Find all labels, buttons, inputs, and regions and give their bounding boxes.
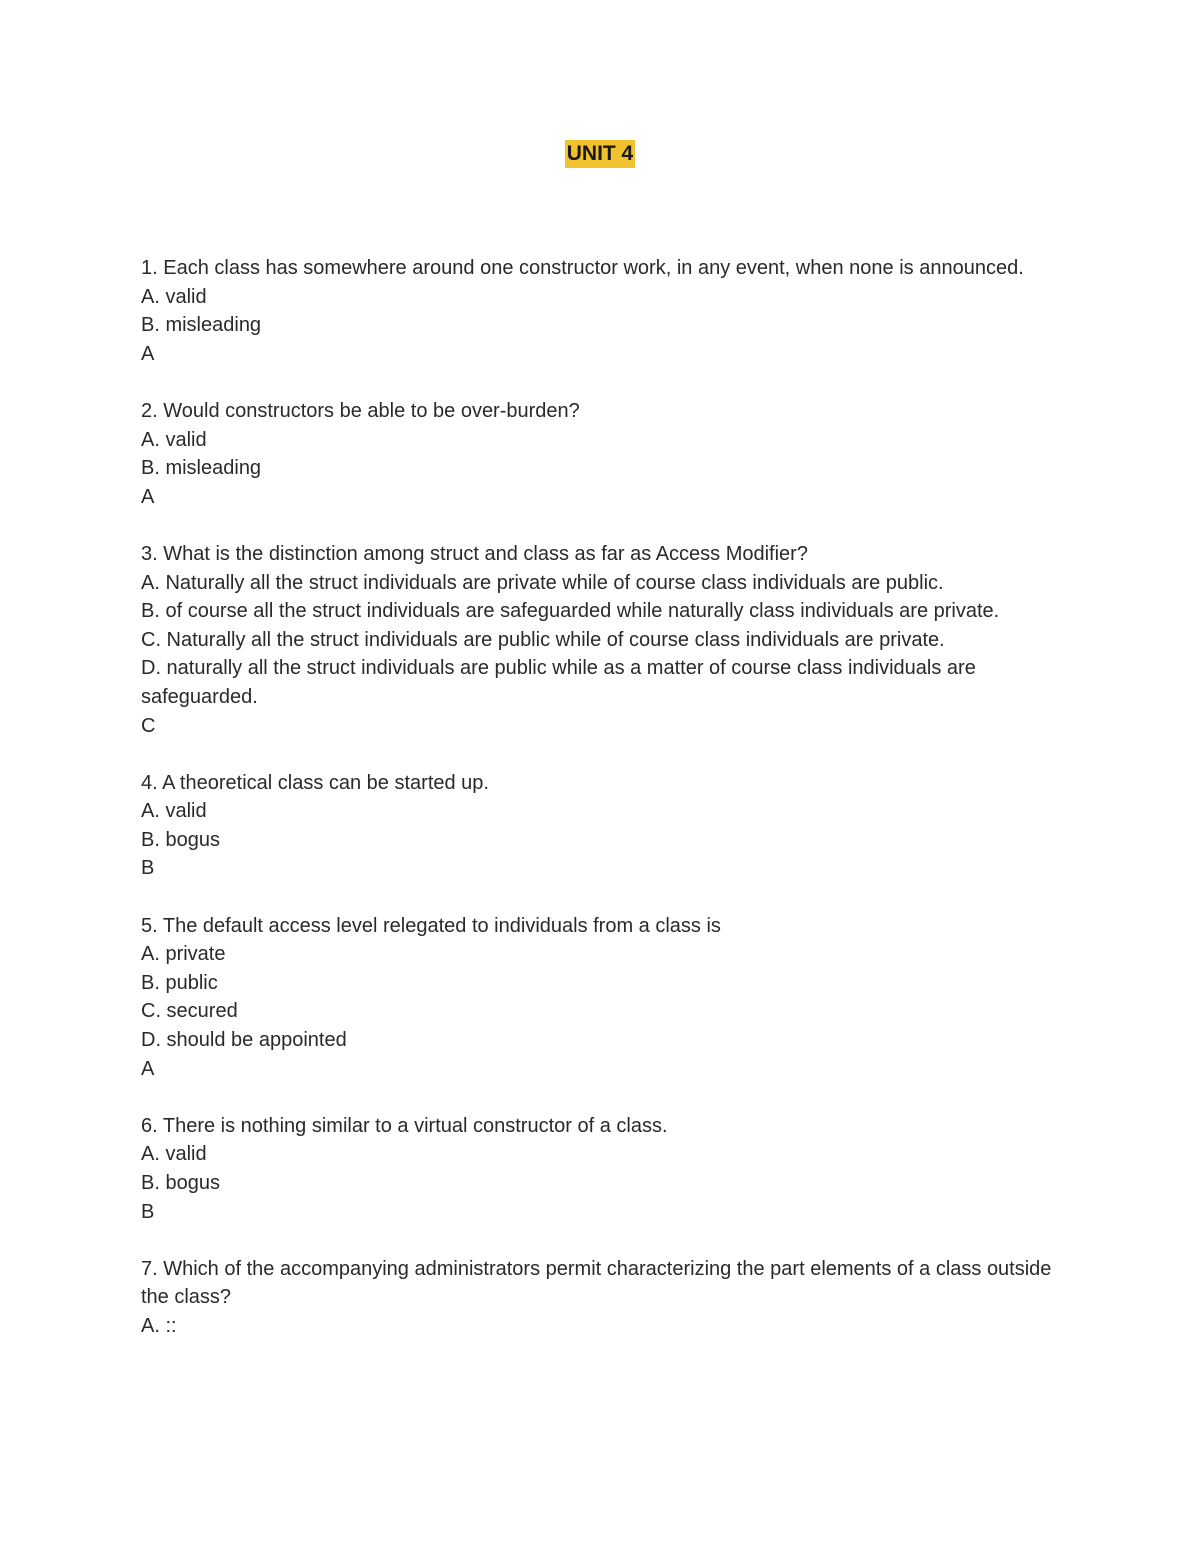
option-b: B. misleading	[141, 314, 262, 337]
question-text: 7. Which of the accompanying administrators permit characterizing the part elements of a class outside the class?	[141, 1257, 1052, 1309]
option-a: A. private	[141, 943, 226, 966]
option-a: A. valid	[141, 800, 207, 823]
answer: B	[141, 1200, 155, 1223]
option-a: A. valid	[141, 428, 207, 451]
answer: A	[141, 1057, 155, 1080]
answer: C	[141, 714, 156, 737]
option-a: A. ::	[141, 1314, 177, 1337]
question-6	[141, 1112, 1061, 1226]
option-a: A. valid	[141, 1143, 207, 1166]
question-4	[141, 769, 1061, 883]
question-2	[141, 397, 1061, 511]
question-text: 6. There is nothing similar to a virtual constructor of a class.	[141, 1114, 668, 1137]
question-list	[141, 254, 1061, 1369]
option-a: A. Naturally all the struct individuals are private while of course class individuals are public.	[141, 571, 944, 594]
option-c: C. secured	[141, 1000, 238, 1023]
option-b: B. bogus	[141, 828, 220, 851]
page-title: UNIT 4	[565, 140, 636, 168]
question-7	[141, 1255, 1061, 1341]
question-text: 5. The default access level relegated to individuals from a class is	[141, 914, 721, 937]
question-1	[141, 254, 1061, 368]
question-text: 4. A theoretical class can be started up.	[141, 771, 489, 794]
question-text: 1. Each class has somewhere around one constructor work, in any event, when none is announced.	[141, 257, 1024, 279]
question-3	[141, 540, 1061, 740]
option-d: D. should be appointed	[141, 1029, 347, 1052]
question-text: 3. What is the distinction among struct and class as far as Access Modifier?	[141, 542, 808, 565]
option-a: A. valid	[141, 285, 207, 308]
option-c: C. Naturally all the struct individuals are public while of course class individuals are private.	[141, 628, 945, 651]
answer: A	[141, 342, 155, 365]
answer: A	[141, 485, 155, 508]
title-container	[0, 140, 1200, 168]
question-text: 2. Would constructors be able to be over-burden?	[141, 399, 580, 422]
option-b: B. public	[141, 971, 218, 994]
answer: B	[141, 857, 155, 880]
question-5	[141, 912, 1061, 1084]
option-b: B. misleading	[141, 457, 262, 480]
option-b: B. bogus	[141, 1172, 220, 1194]
option-d: D. naturally all the struct individuals are public while as a matter of course class individuals are safeguarded.	[141, 657, 976, 708]
option-b: B. of course all the struct individuals are safeguarded while naturally class individuals are private.	[141, 600, 1000, 623]
